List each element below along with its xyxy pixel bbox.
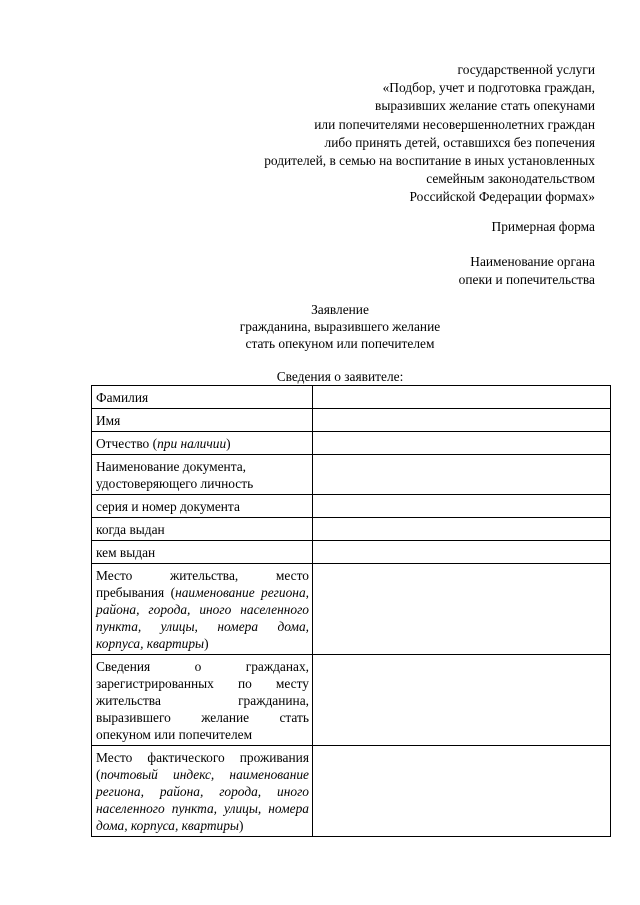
service-header: [175, 61, 595, 207]
residence-text: Место жительства, место пребывания (: [96, 568, 309, 600]
table-row: [92, 495, 611, 518]
applicant-info-table: [91, 385, 611, 837]
organ-line-1: Наименование органа: [470, 254, 595, 269]
actual-note: почтовый индекс, наименование региона, района, города, иного населенного пункта, улицы, номера дома, корпуса, квартиры: [96, 767, 309, 833]
table-row: [92, 746, 611, 837]
patronymic-close: ): [226, 436, 231, 451]
header-line: Российской Федерации формах»: [409, 189, 595, 205]
document-name-label: Наименование документа, удостоверяющего личность: [92, 455, 313, 495]
applicant-section-title: Сведения о заявителе:: [276, 369, 404, 384]
residence-label: [92, 564, 313, 655]
actual-residence-value[interactable]: [313, 746, 611, 837]
registered-citizens-label: [92, 655, 313, 746]
header-line: родителей, в семью на воспитание в иных установленных: [264, 153, 595, 169]
actual-residence-label: [92, 746, 313, 837]
header-line: «Подбор, учет и подготовка граждан,: [382, 80, 595, 96]
statement-line-2: гражданина, выразившего желание: [239, 319, 441, 334]
table-row: [92, 409, 611, 432]
patronymic-note: при наличии: [157, 436, 227, 451]
residence-note: наименование региона, района, города, иного населенного пункта, улицы, номера дома, корпуса, квартиры: [96, 585, 309, 651]
issued-by-label: кем выдан: [92, 541, 313, 564]
header-line: выразивших желание стать опекунами: [375, 98, 595, 114]
statement-heading: Заявление: [311, 302, 369, 317]
statement-line-3: стать опекуном или попечителем: [245, 336, 435, 351]
patronymic-text: Отчество (: [96, 436, 158, 451]
registered-citizens-value[interactable]: [313, 655, 611, 746]
statement-title: [0, 301, 640, 352]
document-series-label: серия и номер документа: [92, 495, 313, 518]
table-row: [92, 541, 611, 564]
residence-value[interactable]: [313, 564, 611, 655]
form-type-label: Примерная форма: [491, 219, 595, 234]
table-row: [92, 432, 611, 455]
table-row: [92, 455, 611, 495]
patronymic-value[interactable]: [313, 432, 611, 455]
table-row: [92, 518, 611, 541]
name-label: Имя: [92, 409, 313, 432]
organ-line-2: опеки и попечительства: [458, 272, 595, 287]
actual-text: Место фактического проживания (: [96, 750, 309, 782]
table-row: [92, 564, 611, 655]
registered-text: Сведения о гражданах, зарегистрированных по месту жительства гражданина, выразившего желание стать: [96, 659, 309, 725]
surname-value[interactable]: [313, 386, 611, 409]
name-value[interactable]: [313, 409, 611, 432]
document-name-value[interactable]: [313, 455, 611, 495]
residence-close: ): [204, 636, 209, 651]
guardianship-organ: [459, 253, 595, 289]
table-row: [92, 655, 611, 746]
issued-when-value[interactable]: [313, 518, 611, 541]
issued-when-label: когда выдан: [92, 518, 313, 541]
surname-label: Фамилия: [92, 386, 313, 409]
document-series-value[interactable]: [313, 495, 611, 518]
actual-close: ): [239, 818, 244, 833]
issued-by-value[interactable]: [313, 541, 611, 564]
header-line: или попечителями несовершеннолетних граждан: [314, 116, 595, 132]
registered-last: опекуном или попечителем: [96, 727, 253, 742]
patronymic-label: [92, 432, 313, 455]
header-line: либо принять детей, оставшихся без попечения: [324, 134, 595, 150]
header-line: семейным законодательством: [426, 171, 595, 187]
header-line: государственной услуги: [457, 62, 595, 77]
table-row: [92, 386, 611, 409]
